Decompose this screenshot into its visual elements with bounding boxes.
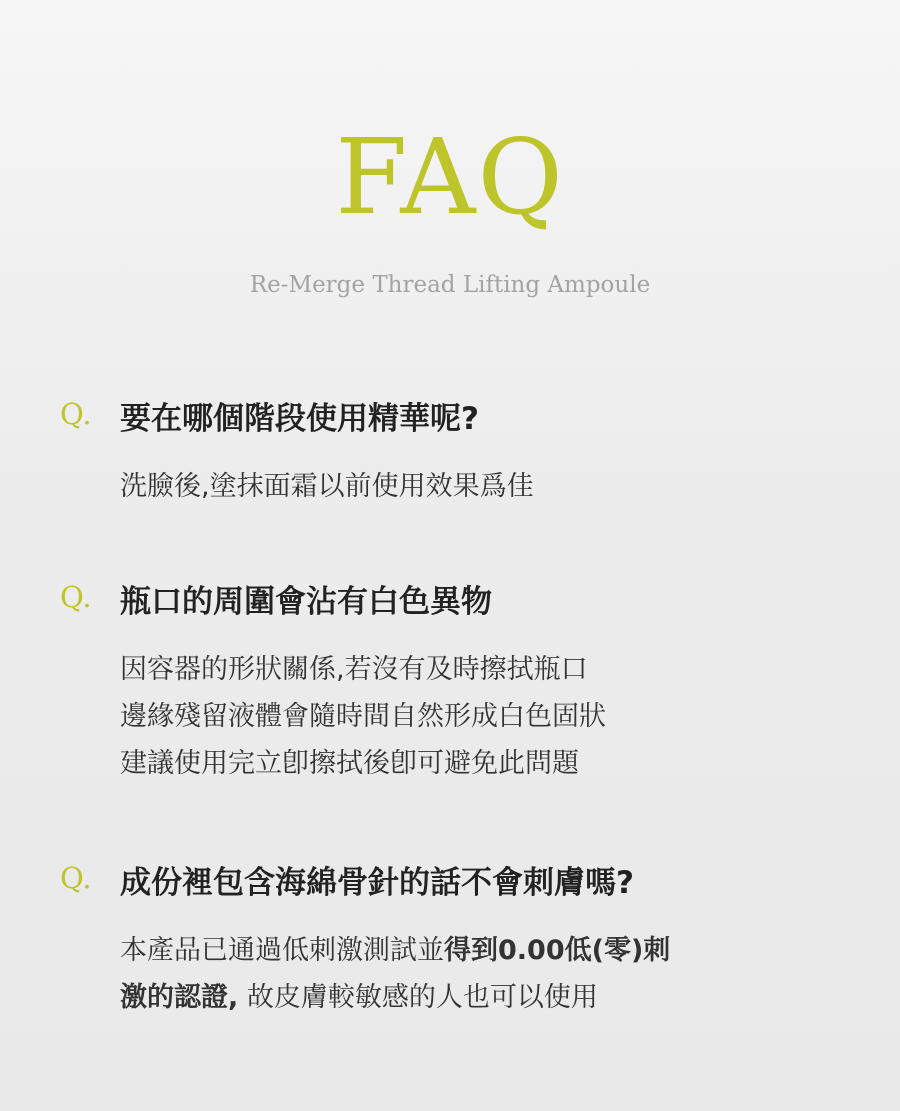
question-row xyxy=(0,857,900,901)
question-text: 瓶口的周圍會沾有白色異物 xyxy=(120,584,492,620)
question-row xyxy=(0,576,900,620)
q-mark: Q. xyxy=(60,580,92,614)
answer-line xyxy=(120,974,670,1021)
faq-item-2 xyxy=(0,576,900,779)
answer-line: 因容器的形狀關係,若沒有及時擦拭瓶口 xyxy=(120,654,588,685)
faq-item-3 xyxy=(0,857,900,1013)
answer-line: 洗臉後,塗抹面霜以前使用效果爲佳 xyxy=(120,471,534,502)
answer-segment: 本產品已通過低刺激測試並 xyxy=(120,935,444,966)
answer-emphasis: 得到0.00低(零)刺 xyxy=(444,935,671,966)
q-mark: Q. xyxy=(60,861,92,895)
answer-line xyxy=(120,927,670,974)
product-subtitle: Re-Merge Thread Lifting Ampoule xyxy=(249,272,651,298)
answer-emphasis: 激的認證, xyxy=(120,982,239,1013)
q-mark: Q. xyxy=(60,397,92,431)
answer-text xyxy=(120,927,670,1021)
faq-item-1 xyxy=(0,393,900,502)
faq-header xyxy=(0,0,900,330)
answer-text xyxy=(120,463,534,510)
question-text: 成份裡包含海綿骨針的話不會刺膚嗎? xyxy=(120,865,634,901)
question-row xyxy=(0,393,900,437)
answer-line: 邊緣殘留液體會隨時間自然形成白色固狀 xyxy=(120,701,606,732)
page-title: FAQ xyxy=(335,116,565,238)
answer-line: 建議使用完立卽擦拭後卽可避免此問題 xyxy=(120,748,579,779)
question-text: 要在哪個階段使用精華呢? xyxy=(120,401,479,437)
answer-text xyxy=(120,646,606,787)
answer-segment: 故皮膚較敏感的人也可以使用 xyxy=(238,982,598,1013)
